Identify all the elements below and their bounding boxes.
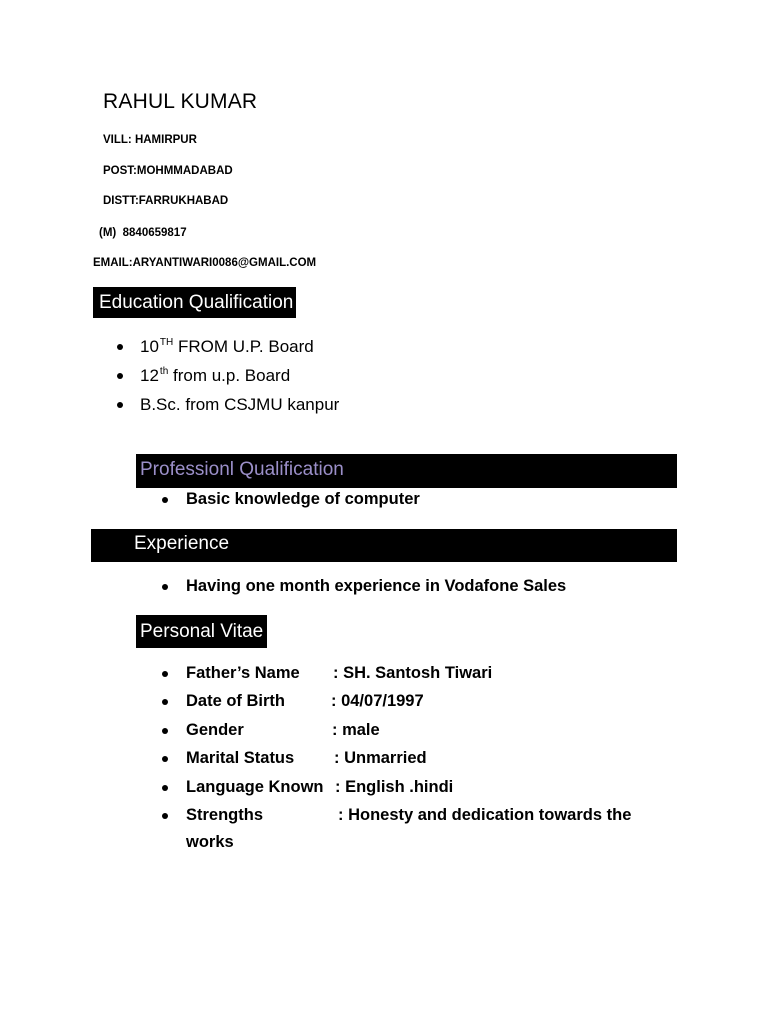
email-address: EMAIL:ARYANTIWARI0086@GMAIL.COM (93, 257, 317, 269)
education-item-bsc: B.Sc. from CSJMU kanpur (140, 395, 340, 414)
address-post: POST:MOHMMADABAD (103, 165, 233, 177)
bullet-icon (162, 699, 168, 705)
bullet-icon (162, 813, 168, 819)
education-heading: Education Qualification (93, 287, 296, 318)
father-name-label: Father’s Name (186, 664, 300, 682)
address-district: DISTT:FARRUKHABAD (103, 195, 229, 207)
mobile-prefix: (M) (99, 227, 117, 239)
father-name-value: : SH. Santosh Tiwari (333, 664, 493, 682)
education-item-12th: 12th from u.p. Board (140, 366, 291, 385)
address-village: VILL: HAMIRPUR (103, 134, 197, 146)
language-label: Language Known (186, 778, 324, 796)
language-value: : English .hindi (335, 778, 454, 796)
personal-heading: Personal Vitae (136, 615, 267, 648)
bullet-icon (117, 373, 123, 379)
candidate-name: RAHUL KUMAR (103, 90, 258, 113)
strengths-value: : Honesty and dedication towards the (338, 806, 632, 824)
bullet-icon (162, 728, 168, 734)
strengths-label: Strengths (186, 806, 264, 824)
mobile-number: 8840659817 (122, 227, 187, 239)
bullet-icon (162, 671, 168, 677)
bullet-icon (117, 344, 123, 350)
bullet-icon (162, 785, 168, 791)
bullet-icon (162, 497, 168, 503)
experience-item: Having one month experience in Vodafone Sales (186, 577, 567, 595)
mobile-line (99, 227, 187, 239)
education-item-10th: 10TH FROM U.P. Board (140, 337, 314, 356)
bullet-icon (117, 402, 123, 408)
gender-label: Gender (186, 721, 244, 739)
marital-status-label: Marital Status (186, 749, 295, 767)
professional-heading: Professionl Qualification (140, 459, 344, 480)
marital-status-value: : Unmarried (334, 749, 427, 767)
gender-value: : male (332, 721, 380, 739)
experience-heading: Experience (134, 533, 230, 554)
professional-item: Basic knowledge of computer (186, 490, 420, 508)
dob-value: : 04/07/1997 (331, 692, 424, 710)
bullet-icon (162, 584, 168, 590)
strengths-continuation: works (186, 833, 234, 851)
bullet-icon (162, 756, 168, 762)
dob-label: Date of Birth (186, 692, 285, 710)
